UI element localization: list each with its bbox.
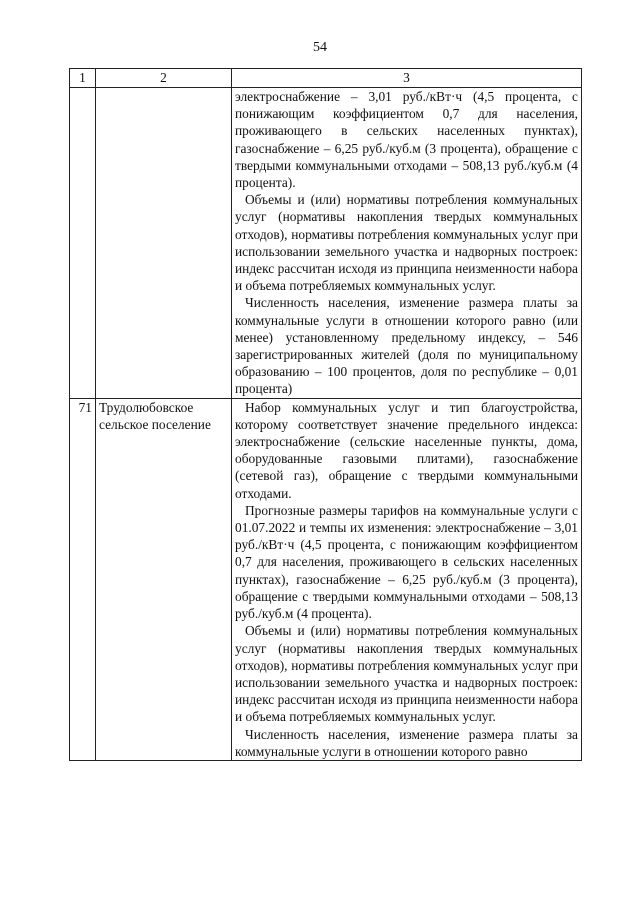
- table-header-row: [70, 69, 582, 88]
- row-description: [232, 88, 582, 399]
- column-header-number: 1: [70, 69, 96, 88]
- column-header-name: 2: [96, 69, 232, 88]
- settlement-name: [96, 88, 232, 399]
- column-header-description: 3: [232, 69, 582, 88]
- page-number: 54: [313, 40, 327, 55]
- paragraph: Объемы и (или) нормативы потребления коммунальных услуг (нормативы накопления твердых коммунальных отходов), нормативы потребления коммунальных услуг при использовании земельного участка и надворных построек: индекс рассчитан исходя из принципа неизменности набора и объема потребляемых коммунальных услуг.: [235, 192, 578, 294]
- paragraph: Объемы и (или) нормативы потребления коммунальных услуг (нормативы накопления твердых коммунальных отходов), нормативы потребления коммунальных услуг при использовании земельного участка и надворных построек: индекс рассчитан исходя из принципа неизменности набора и объема потребляемых коммунальных услуг.: [235, 623, 578, 725]
- paragraph: Численность населения, изменение размера платы за коммунальные услуги в отношении которого равно (или менее) установленному предельному индексу, – 546 зарегистрированных жителей (доля по муниципальному образованию – 100 процентов, доля по республике – 0,01 процента): [235, 295, 578, 397]
- paragraph: Численность населения, изменение размера платы за коммунальные услуги в отношении которого равно: [235, 726, 578, 759]
- paragraph: Прогнозные размеры тарифов на коммунальные услуги с 01.07.2022 и темпы их изменения: электроснабжение – 3,01 руб./кВт·ч (4,5 процента, с понижающим коэффициентом 0,7 для населения, проживающего в сельских населенных пунктах), газоснабжение – 6,25 руб./куб.м (3 процента), обращение с твердыми коммунальными отходами – 508,13 руб./куб.м (4 процента).: [235, 502, 578, 622]
- row-number: [70, 88, 96, 399]
- table-row: [70, 398, 582, 760]
- paragraph: электроснабжение – 3,01 руб./кВт·ч (4,5 процента, с понижающим коэффициентом 0,7 для населения, проживающего в сельских населенных пунктах), газоснабжение – 6,25 руб./куб.м (3 процента), обращение с твердыми коммунальными отходами – 508,13 руб./куб.м (4 процента).: [235, 89, 578, 191]
- table-row: [70, 88, 582, 399]
- row-description: [232, 398, 582, 760]
- paragraph: Набор коммунальных услуг и тип благоустройства, которому соответствует значение предельного индекса: электроснабжение (сельские населенные пункты, дома, оборудованные газовыми плитами), газоснабжение (сетевой газ), обращение с твердыми коммунальными отходами.: [235, 399, 578, 501]
- row-number: 71: [70, 398, 96, 760]
- document-table: [69, 68, 582, 761]
- settlement-name: Трудолюбовское сельское поселение: [96, 398, 232, 760]
